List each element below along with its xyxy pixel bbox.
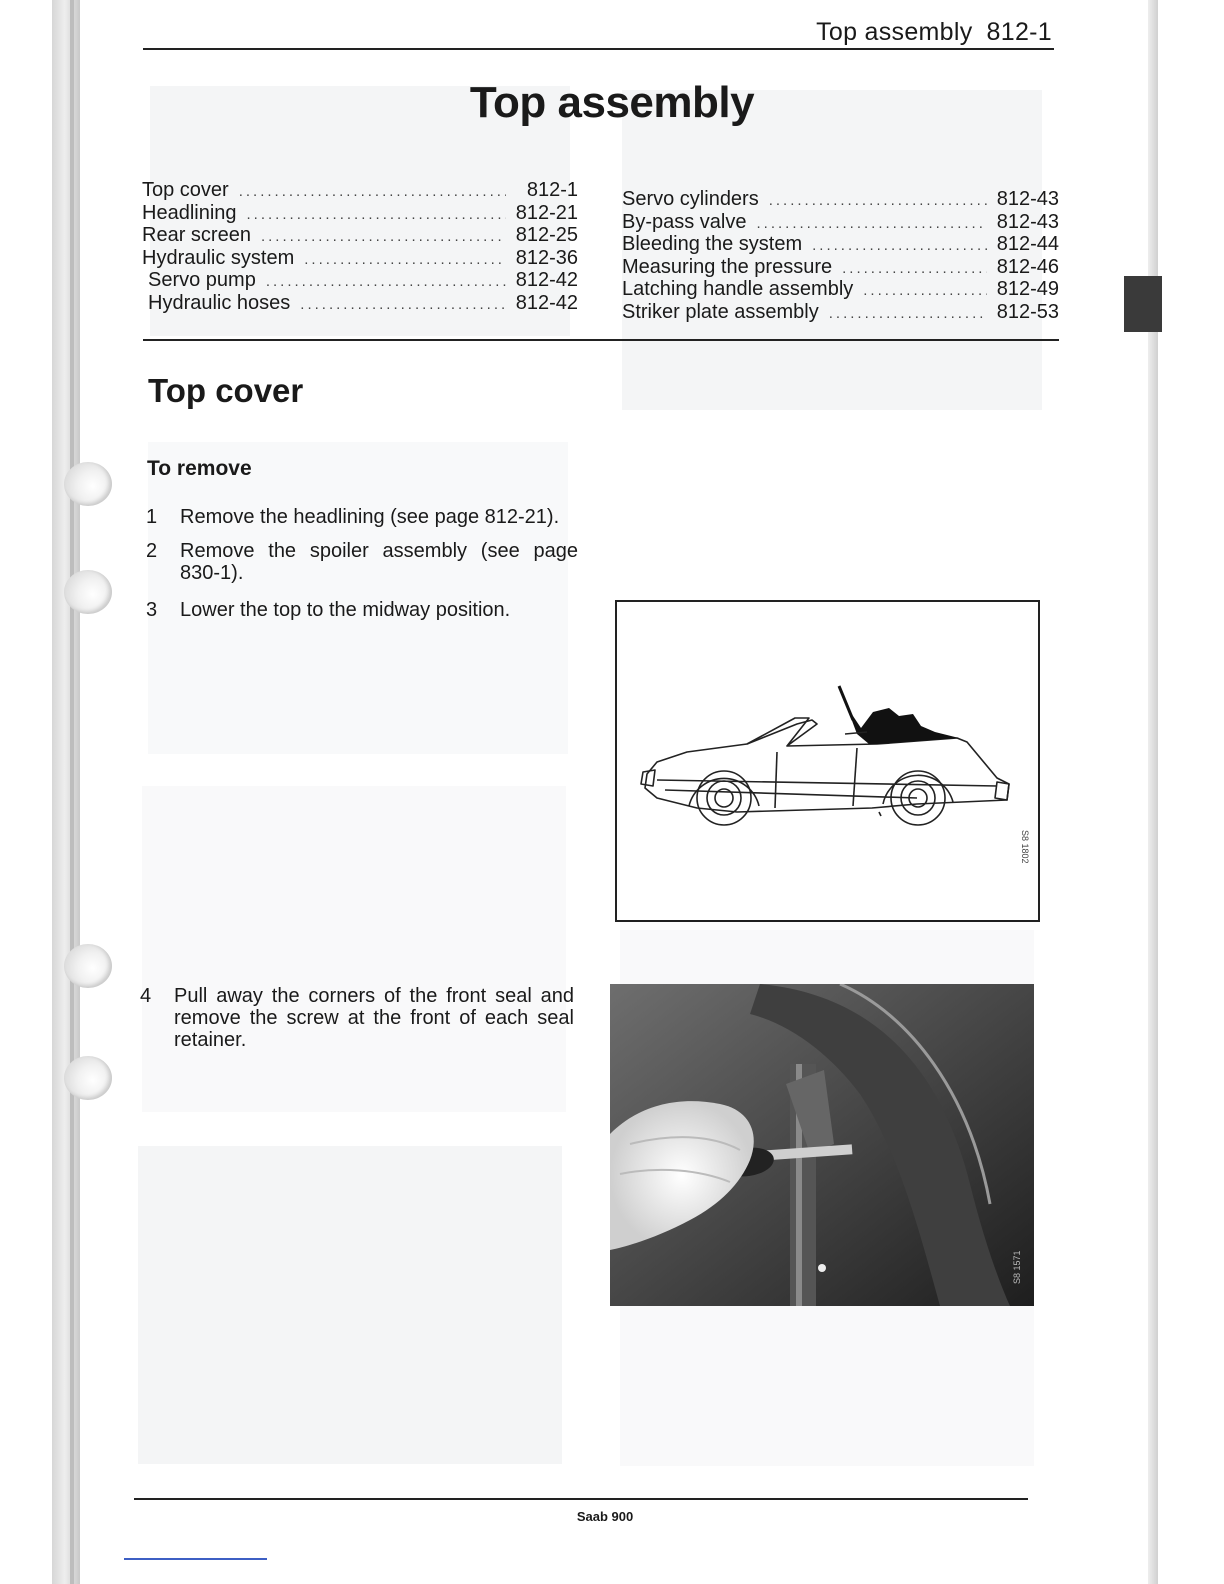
contents-leader-dots xyxy=(757,215,987,232)
contents-entry-label: Rear screen xyxy=(142,224,251,246)
show-through-shade xyxy=(138,1146,562,1464)
figure-seal-retainer-photo xyxy=(610,984,1034,1306)
punch-hole-icon xyxy=(64,462,112,506)
contents-entry-page: 812-44 xyxy=(996,233,1059,255)
contents-entry xyxy=(142,269,578,292)
page-edge xyxy=(1148,0,1158,1584)
contents-leader-dots xyxy=(247,206,506,223)
contents-entry-page: 812-42 xyxy=(515,291,578,314)
contents-entry-page: 812-49 xyxy=(996,278,1059,300)
contents-entry-label: Top cover xyxy=(142,179,229,201)
step-number: 4 xyxy=(140,985,152,1007)
step-text: Lower the top to the midway position. xyxy=(180,599,511,621)
contents-right-column xyxy=(622,188,1059,323)
contents-entry-label: Servo pump xyxy=(148,269,256,291)
binder-strip xyxy=(52,0,80,1584)
figure-code: S8 1571 xyxy=(1012,1250,1022,1284)
contents-entry-label: Servo cylinders xyxy=(622,188,759,210)
punch-hole-icon xyxy=(64,944,112,988)
contents-entry-page: 812-25 xyxy=(515,224,578,246)
contents-entry xyxy=(142,224,578,247)
step-2 xyxy=(146,540,578,584)
contents-entry xyxy=(142,202,578,225)
running-header xyxy=(816,18,1052,47)
contents-leader-dots xyxy=(769,192,987,209)
contents-entry-page: 812-1 xyxy=(526,179,578,201)
step-text: Pull away the corners of the front seal and remove the screw at the front of each seal retainer. xyxy=(174,985,574,1051)
punch-hole-icon xyxy=(64,1056,112,1100)
contents-entry-label: Striker plate assembly xyxy=(622,300,819,323)
contents-entry xyxy=(622,256,1059,279)
contents-entry xyxy=(142,179,578,202)
contents-entry-label: Hydraulic system xyxy=(142,246,295,269)
convertible-car-icon xyxy=(617,602,1038,920)
step-1 xyxy=(146,506,578,528)
contents-entry-page: 812-21 xyxy=(515,201,578,224)
thumb-index-tab xyxy=(1124,276,1162,332)
contents-leader-dots xyxy=(239,183,506,200)
show-through-shade xyxy=(148,442,568,754)
contents-leader-dots xyxy=(829,305,987,322)
footer-link-line xyxy=(124,1558,267,1560)
footer-model: Saab 900 xyxy=(576,1509,634,1524)
contents-entry xyxy=(622,301,1059,324)
contents-entry-label: Hydraulic hoses xyxy=(148,291,291,314)
binder-edge xyxy=(70,0,74,1584)
contents-entry-page: 812-53 xyxy=(996,300,1059,323)
contents-entry-label: Measuring the pressure xyxy=(622,255,833,278)
contents-entry xyxy=(622,233,1059,256)
contents-entry xyxy=(142,292,578,315)
contents-entry-page: 812-42 xyxy=(515,269,578,291)
footer-rule xyxy=(134,1498,1028,1500)
step-number: 2 xyxy=(146,540,158,562)
contents-leader-dots xyxy=(863,282,986,299)
contents-entry-label: Latching handle assembly xyxy=(622,278,854,300)
step-3 xyxy=(146,599,578,621)
step-number: 1 xyxy=(146,506,158,528)
contents-left-column xyxy=(142,179,578,314)
contents-entry-page: 812-46 xyxy=(996,255,1059,278)
contents-leader-dots xyxy=(261,228,506,245)
section-title: Top cover xyxy=(148,372,304,409)
contents-leader-dots xyxy=(266,273,506,290)
step-number: 3 xyxy=(146,599,158,621)
step-text: Remove the spoiler assembly (see page 830-1). xyxy=(180,540,578,584)
step-4 xyxy=(140,985,574,1051)
contents-entry-label: Bleeding the system xyxy=(622,233,803,255)
contents-entry xyxy=(142,247,578,270)
contents-entry-label: Headlining xyxy=(142,201,237,224)
subsection-title: To remove xyxy=(147,457,252,480)
contents-entry-page: 812-36 xyxy=(515,246,578,269)
contents-entry xyxy=(622,278,1059,301)
contents-leader-dots xyxy=(812,237,987,254)
contents-leader-dots xyxy=(300,296,505,313)
page-title: Top assembly xyxy=(469,78,755,127)
contents-entry xyxy=(622,211,1059,234)
running-header-section: Top assembly xyxy=(816,18,973,46)
contents-entry xyxy=(622,188,1059,211)
running-header-page: 812-1 xyxy=(986,18,1052,46)
show-through-shade xyxy=(142,786,566,1112)
contents-entry-label: By-pass valve xyxy=(622,210,747,233)
contents-leader-dots xyxy=(304,251,505,268)
contents-rule xyxy=(143,339,1059,341)
figure-code: S8 1802 xyxy=(1020,830,1030,864)
figure-convertible-car xyxy=(615,600,1040,922)
header-rule xyxy=(143,48,1054,50)
seal-retainer-screw-icon xyxy=(610,984,1034,1306)
punch-hole-icon xyxy=(64,570,112,614)
contents-entry-page: 812-43 xyxy=(996,188,1059,210)
contents-leader-dots xyxy=(842,260,987,277)
contents-entry-page: 812-43 xyxy=(996,210,1059,233)
step-text: Remove the headlining (see page 812-21). xyxy=(180,506,560,528)
